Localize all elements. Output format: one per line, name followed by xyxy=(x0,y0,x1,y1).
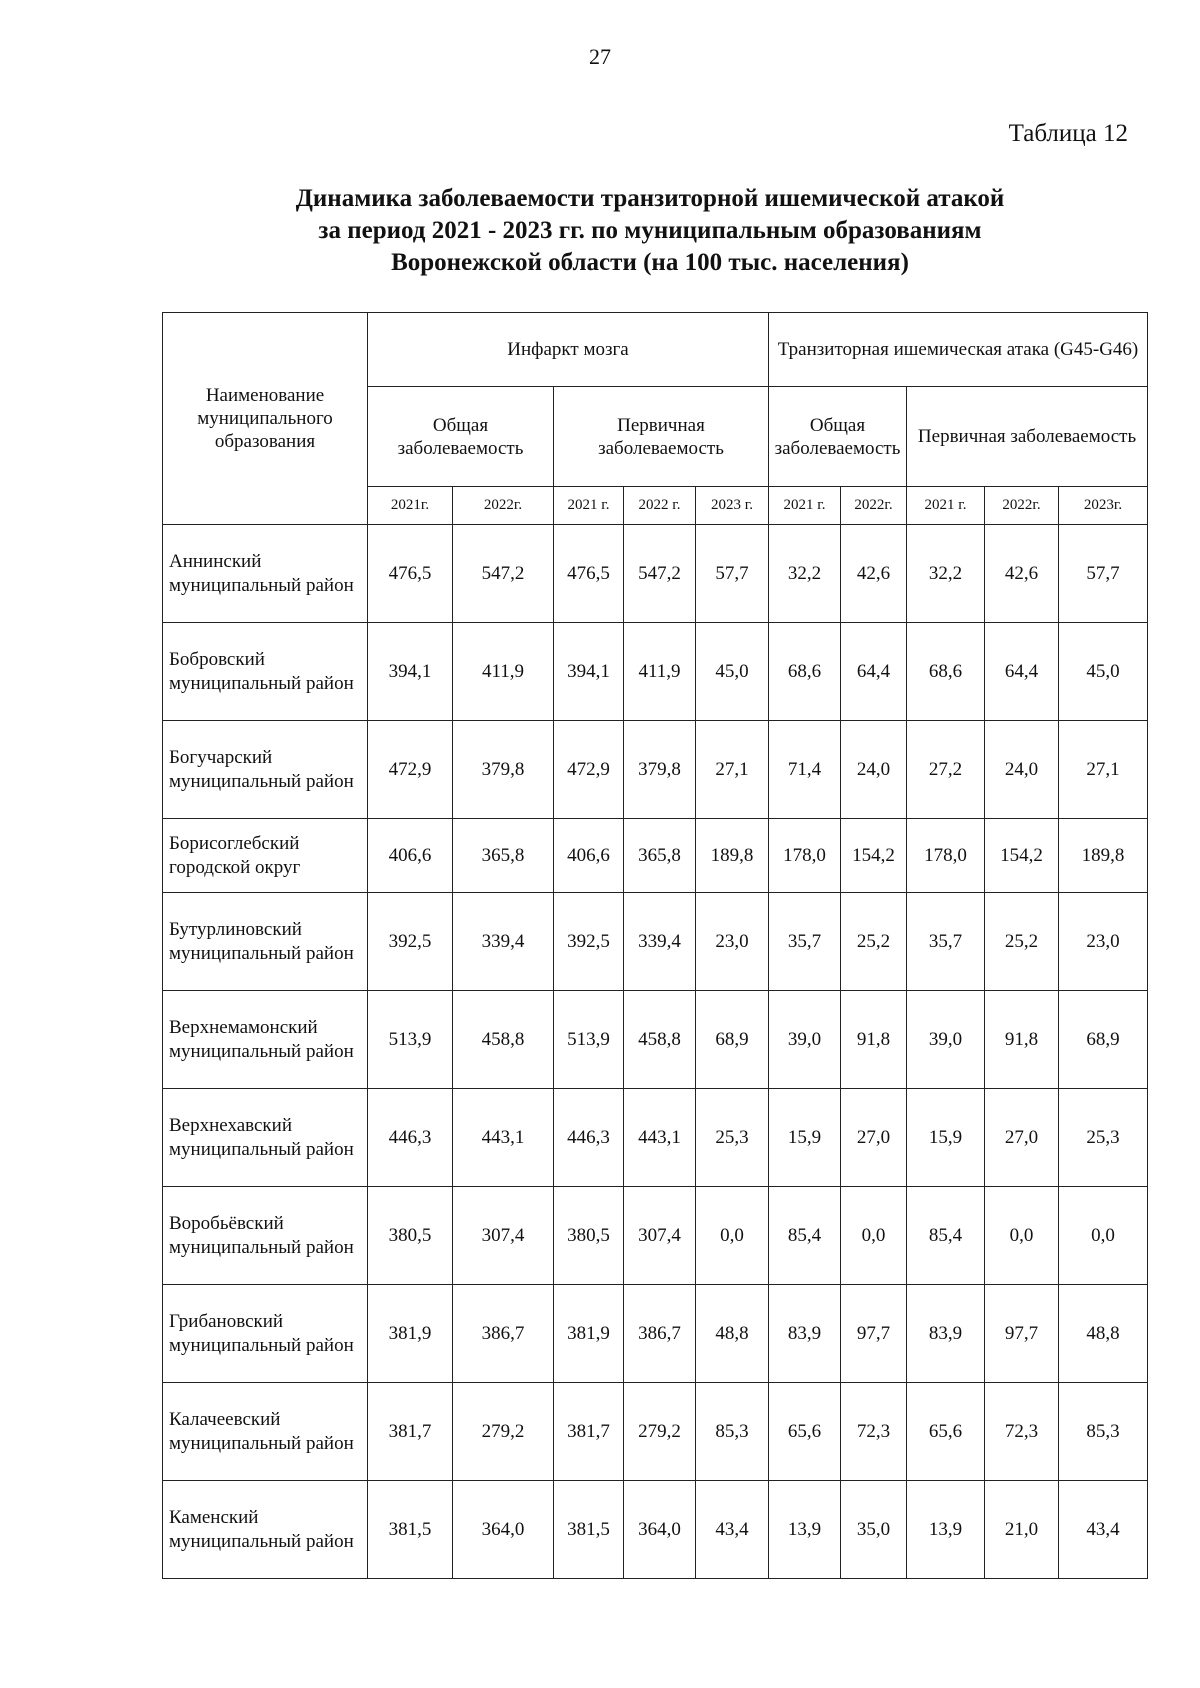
value-cell: 97,7 xyxy=(841,1285,907,1383)
table-row xyxy=(163,721,1148,819)
value-cell: 85,4 xyxy=(769,1187,841,1285)
value-cell: 365,8 xyxy=(624,819,696,893)
value-cell: 85,3 xyxy=(1059,1383,1148,1481)
year-header: 2023г. xyxy=(1059,487,1148,525)
header-infarct-general-label: Общая заболеваемость xyxy=(397,414,524,459)
value-cell: 21,0 xyxy=(985,1481,1059,1579)
value-cell: 25,3 xyxy=(696,1089,769,1187)
value-cell: 443,1 xyxy=(453,1089,554,1187)
value-cell: 25,3 xyxy=(1059,1089,1148,1187)
value-cell: 35,7 xyxy=(907,893,985,991)
table-row xyxy=(163,819,1148,893)
table-body xyxy=(163,525,1148,1579)
table-row xyxy=(163,1481,1148,1579)
value-cell: 379,8 xyxy=(624,721,696,819)
header-infarct-primary xyxy=(554,387,769,487)
value-cell: 386,7 xyxy=(624,1285,696,1383)
value-cell: 35,7 xyxy=(769,893,841,991)
header-infarct-label: Инфаркт мозга xyxy=(507,339,629,360)
value-cell: 339,4 xyxy=(624,893,696,991)
value-cell: 0,0 xyxy=(841,1187,907,1285)
value-cell: 381,7 xyxy=(554,1383,624,1481)
municipality-name: Верхнехавский муниципальный район xyxy=(163,1089,368,1187)
value-cell: 85,3 xyxy=(696,1383,769,1481)
value-cell: 381,7 xyxy=(368,1383,453,1481)
value-cell: 27,0 xyxy=(841,1089,907,1187)
value-cell: 15,9 xyxy=(907,1089,985,1187)
table-row xyxy=(163,623,1148,721)
value-cell: 379,8 xyxy=(453,721,554,819)
value-cell: 279,2 xyxy=(624,1383,696,1481)
value-cell: 339,4 xyxy=(453,893,554,991)
value-cell: 32,2 xyxy=(907,525,985,623)
value-cell: 64,4 xyxy=(841,623,907,721)
value-cell: 91,8 xyxy=(985,991,1059,1089)
municipality-name: Бобровский муниципальный район xyxy=(163,623,368,721)
value-cell: 380,5 xyxy=(554,1187,624,1285)
header-tia-general xyxy=(769,387,907,487)
value-cell: 476,5 xyxy=(554,525,624,623)
value-cell: 513,9 xyxy=(368,991,453,1089)
value-cell: 446,3 xyxy=(554,1089,624,1187)
value-cell: 13,9 xyxy=(769,1481,841,1579)
value-cell: 513,9 xyxy=(554,991,624,1089)
value-cell: 71,4 xyxy=(769,721,841,819)
value-cell: 381,9 xyxy=(368,1285,453,1383)
table-row xyxy=(163,991,1148,1089)
value-cell: 32,2 xyxy=(769,525,841,623)
value-cell: 394,1 xyxy=(368,623,453,721)
value-cell: 178,0 xyxy=(769,819,841,893)
value-cell: 23,0 xyxy=(1059,893,1148,991)
value-cell: 23,0 xyxy=(696,893,769,991)
value-cell: 97,7 xyxy=(985,1285,1059,1383)
page-number: 27 xyxy=(589,44,611,69)
value-cell: 411,9 xyxy=(624,623,696,721)
value-cell: 72,3 xyxy=(841,1383,907,1481)
value-cell: 154,2 xyxy=(985,819,1059,893)
value-cell: 472,9 xyxy=(368,721,453,819)
value-cell: 0,0 xyxy=(1059,1187,1148,1285)
value-cell: 27,1 xyxy=(1059,721,1148,819)
municipality-name: Богучарский муниципальный район xyxy=(163,721,368,819)
year-header: 2021 г. xyxy=(769,487,841,525)
value-cell: 386,7 xyxy=(453,1285,554,1383)
municipality-name: Верхнемамонский муниципальный район xyxy=(163,991,368,1089)
value-cell: 547,2 xyxy=(624,525,696,623)
table-row xyxy=(163,1089,1148,1187)
value-cell: 24,0 xyxy=(985,721,1059,819)
value-cell: 380,5 xyxy=(368,1187,453,1285)
value-cell: 68,6 xyxy=(907,623,985,721)
title-line: Динамика заболеваемости транзиторной ишемической атакой xyxy=(295,185,1005,212)
municipality-name: Борисоглебский городской округ xyxy=(163,819,368,893)
header-tia-label: Транзиторная ишемическая атака (G45-G46) xyxy=(777,339,1139,360)
table-row xyxy=(163,1285,1148,1383)
value-cell: 381,9 xyxy=(554,1285,624,1383)
value-cell: 406,6 xyxy=(368,819,453,893)
value-cell: 394,1 xyxy=(554,623,624,721)
value-cell: 42,6 xyxy=(841,525,907,623)
value-cell: 68,9 xyxy=(1059,991,1148,1089)
value-cell: 39,0 xyxy=(907,991,985,1089)
table-title xyxy=(160,183,1140,279)
value-cell: 25,2 xyxy=(841,893,907,991)
value-cell: 43,4 xyxy=(1059,1481,1148,1579)
value-cell: 72,3 xyxy=(985,1383,1059,1481)
header-name-column xyxy=(163,313,368,525)
header-name-label: Наименование муниципального образования xyxy=(197,385,333,452)
value-cell: 364,0 xyxy=(453,1481,554,1579)
value-cell: 68,6 xyxy=(769,623,841,721)
municipality-name: Аннинский муниципальный район xyxy=(163,525,368,623)
header-tia-group xyxy=(769,313,1148,387)
value-cell: 13,9 xyxy=(907,1481,985,1579)
header-tia-general-label: Общая заболеваемость xyxy=(774,414,901,459)
value-cell: 381,5 xyxy=(368,1481,453,1579)
value-cell: 0,0 xyxy=(696,1187,769,1285)
value-cell: 443,1 xyxy=(624,1089,696,1187)
value-cell: 15,9 xyxy=(769,1089,841,1187)
year-header: 2022г. xyxy=(453,487,554,525)
value-cell: 365,8 xyxy=(453,819,554,893)
table-row xyxy=(163,525,1148,623)
year-header: 2022 г. xyxy=(624,487,696,525)
value-cell: 45,0 xyxy=(696,623,769,721)
municipality-name: Бутурлиновский муниципальный район xyxy=(163,893,368,991)
header-tia-primary xyxy=(907,387,1148,487)
value-cell: 27,2 xyxy=(907,721,985,819)
value-cell: 307,4 xyxy=(453,1187,554,1285)
table-row xyxy=(163,1187,1148,1285)
value-cell: 83,9 xyxy=(769,1285,841,1383)
value-cell: 364,0 xyxy=(624,1481,696,1579)
value-cell: 189,8 xyxy=(696,819,769,893)
table-row xyxy=(163,893,1148,991)
municipality-name: Каменский муниципальный район xyxy=(163,1481,368,1579)
incidence-table xyxy=(162,312,1148,1579)
municipality-name: Воробьёвский муниципальный район xyxy=(163,1187,368,1285)
value-cell: 64,4 xyxy=(985,623,1059,721)
header-infarct-primary-label: Первичная заболеваемость xyxy=(598,414,724,459)
value-cell: 65,6 xyxy=(907,1383,985,1481)
value-cell: 25,2 xyxy=(985,893,1059,991)
value-cell: 45,0 xyxy=(1059,623,1148,721)
title-line: Воронежской области (на 100 тыс. населения) xyxy=(391,249,909,276)
year-header: 2022г. xyxy=(841,487,907,525)
value-cell: 307,4 xyxy=(624,1187,696,1285)
value-cell: 411,9 xyxy=(453,623,554,721)
header-infarct-group xyxy=(368,313,769,387)
value-cell: 476,5 xyxy=(368,525,453,623)
value-cell: 68,9 xyxy=(696,991,769,1089)
value-cell: 472,9 xyxy=(554,721,624,819)
value-cell: 392,5 xyxy=(554,893,624,991)
value-cell: 57,7 xyxy=(1059,525,1148,623)
value-cell: 35,0 xyxy=(841,1481,907,1579)
table-label: Таблица 12 xyxy=(1008,120,1128,147)
value-cell: 83,9 xyxy=(907,1285,985,1383)
municipality-name: Калачеевский муниципальный район xyxy=(163,1383,368,1481)
value-cell: 189,8 xyxy=(1059,819,1148,893)
value-cell: 42,6 xyxy=(985,525,1059,623)
value-cell: 381,5 xyxy=(554,1481,624,1579)
value-cell: 27,1 xyxy=(696,721,769,819)
year-header: 2023 г. xyxy=(696,487,769,525)
value-cell: 406,6 xyxy=(554,819,624,893)
value-cell: 392,5 xyxy=(368,893,453,991)
value-cell: 91,8 xyxy=(841,991,907,1089)
value-cell: 39,0 xyxy=(769,991,841,1089)
table-row xyxy=(163,1383,1148,1481)
header-tia-primary-label: Первичная заболеваемость xyxy=(917,426,1137,447)
value-cell: 57,7 xyxy=(696,525,769,623)
value-cell: 446,3 xyxy=(368,1089,453,1187)
value-cell: 178,0 xyxy=(907,819,985,893)
year-header: 2021 г. xyxy=(907,487,985,525)
value-cell: 458,8 xyxy=(624,991,696,1089)
value-cell: 43,4 xyxy=(696,1481,769,1579)
title-line: за период 2021 - 2023 гг. по муниципальным образованиям xyxy=(318,217,982,244)
year-header: 2022г. xyxy=(985,487,1059,525)
value-cell: 48,8 xyxy=(1059,1285,1148,1383)
value-cell: 85,4 xyxy=(907,1187,985,1285)
value-cell: 547,2 xyxy=(453,525,554,623)
municipality-name: Грибановский муниципальный район xyxy=(163,1285,368,1383)
value-cell: 24,0 xyxy=(841,721,907,819)
value-cell: 279,2 xyxy=(453,1383,554,1481)
value-cell: 0,0 xyxy=(985,1187,1059,1285)
year-header: 2021 г. xyxy=(554,487,624,525)
value-cell: 48,8 xyxy=(696,1285,769,1383)
header-infarct-general xyxy=(368,387,554,487)
value-cell: 27,0 xyxy=(985,1089,1059,1187)
value-cell: 65,6 xyxy=(769,1383,841,1481)
value-cell: 458,8 xyxy=(453,991,554,1089)
year-header: 2021г. xyxy=(368,487,453,525)
value-cell: 154,2 xyxy=(841,819,907,893)
